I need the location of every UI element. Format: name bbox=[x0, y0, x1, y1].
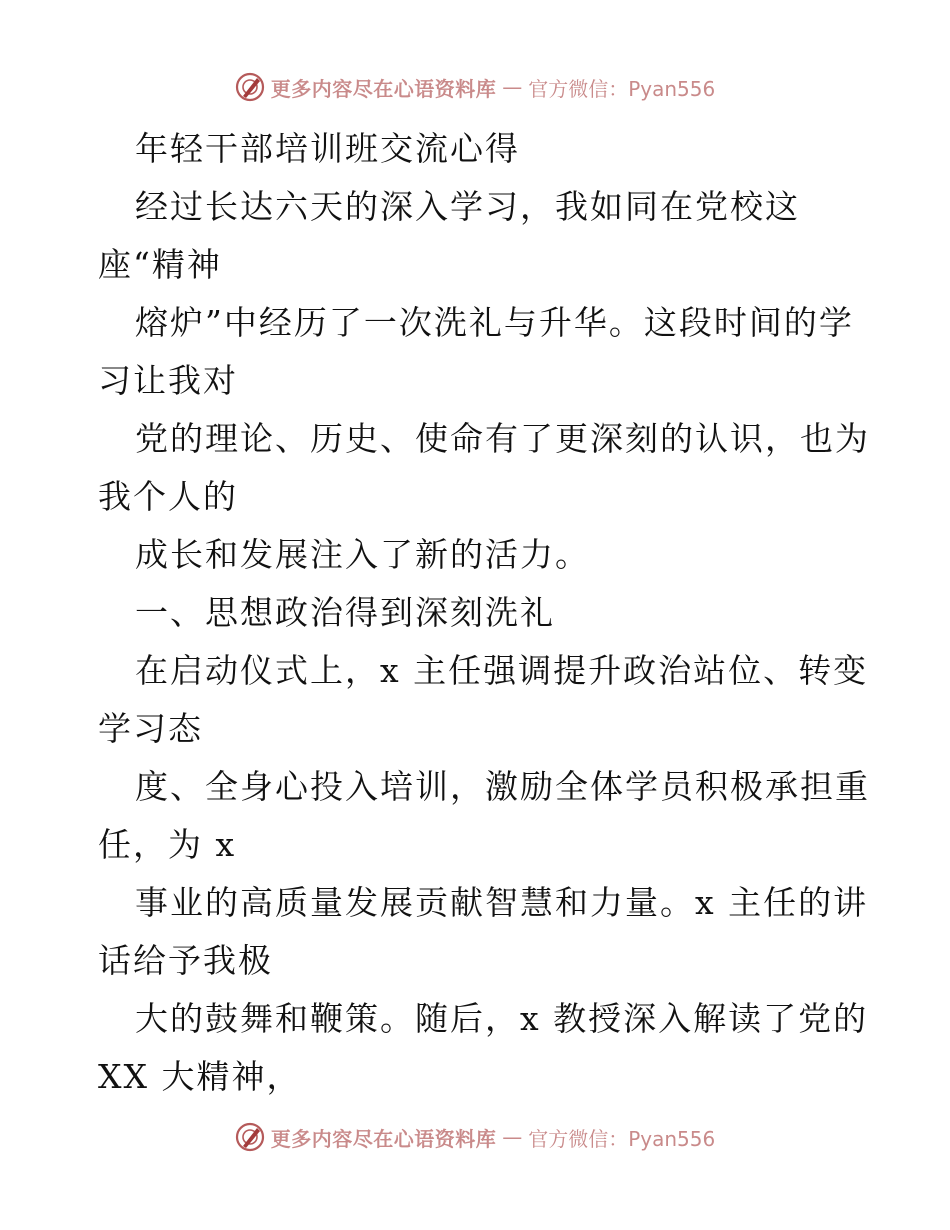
paragraph-line: 话给予我极 bbox=[98, 941, 273, 980]
watermark-separator: — bbox=[502, 1125, 523, 1149]
paragraph-line: 我个人的 bbox=[98, 477, 238, 516]
watermark-wechat-text: 官方微信：Pyan556 bbox=[528, 76, 716, 101]
paragraph-line: 成长和发展注入了新的活力。 bbox=[135, 535, 590, 574]
paragraph-line: 熔炉”中经历了一次洗礼与升华。这段时间的学 bbox=[135, 303, 854, 342]
watermark-separator: — bbox=[502, 75, 523, 99]
watermark-footer bbox=[0, 1122, 950, 1152]
paragraph-line: XX 大精神， bbox=[98, 1057, 302, 1096]
paragraph-line: 习让我对 bbox=[98, 361, 238, 400]
paragraph-line: 大的鼓舞和鞭策。随后，x 教授深入解读了党的 bbox=[135, 999, 869, 1038]
pen-logo-icon bbox=[235, 72, 265, 102]
paragraph-line: 党的理论、历史、使命有了更深刻的认识，也为 bbox=[135, 419, 870, 458]
paragraph-line: 学习态 bbox=[98, 709, 203, 748]
watermark-main-text: 更多内容尽在心语资料库 bbox=[270, 76, 497, 101]
paragraph-line: 任，为 x bbox=[98, 825, 237, 864]
document-title: 年轻干部培训班交流心得 bbox=[135, 129, 520, 168]
paragraph-line: 事业的高质量发展贡献智慧和力量。x 主任的讲 bbox=[135, 883, 869, 922]
section-heading: 一、思想政治得到深刻洗礼 bbox=[135, 593, 555, 632]
paragraph-line: 座“精神 bbox=[98, 245, 222, 284]
watermark-wechat-text: 官方微信：Pyan556 bbox=[528, 1126, 716, 1151]
paragraph-line: 度、全身心投入培训，激励全体学员积极承担重 bbox=[135, 767, 870, 806]
paragraph-line: 在启动仪式上，x 主任强调提升政治站位、转变 bbox=[135, 651, 869, 690]
watermark-main-text: 更多内容尽在心语资料库 bbox=[270, 1126, 497, 1151]
document-body bbox=[98, 120, 868, 1106]
pen-logo-icon bbox=[235, 1122, 265, 1152]
watermark-header bbox=[0, 72, 950, 102]
paragraph-line: 经过长达六天的深入学习，我如同在党校这 bbox=[135, 187, 800, 226]
